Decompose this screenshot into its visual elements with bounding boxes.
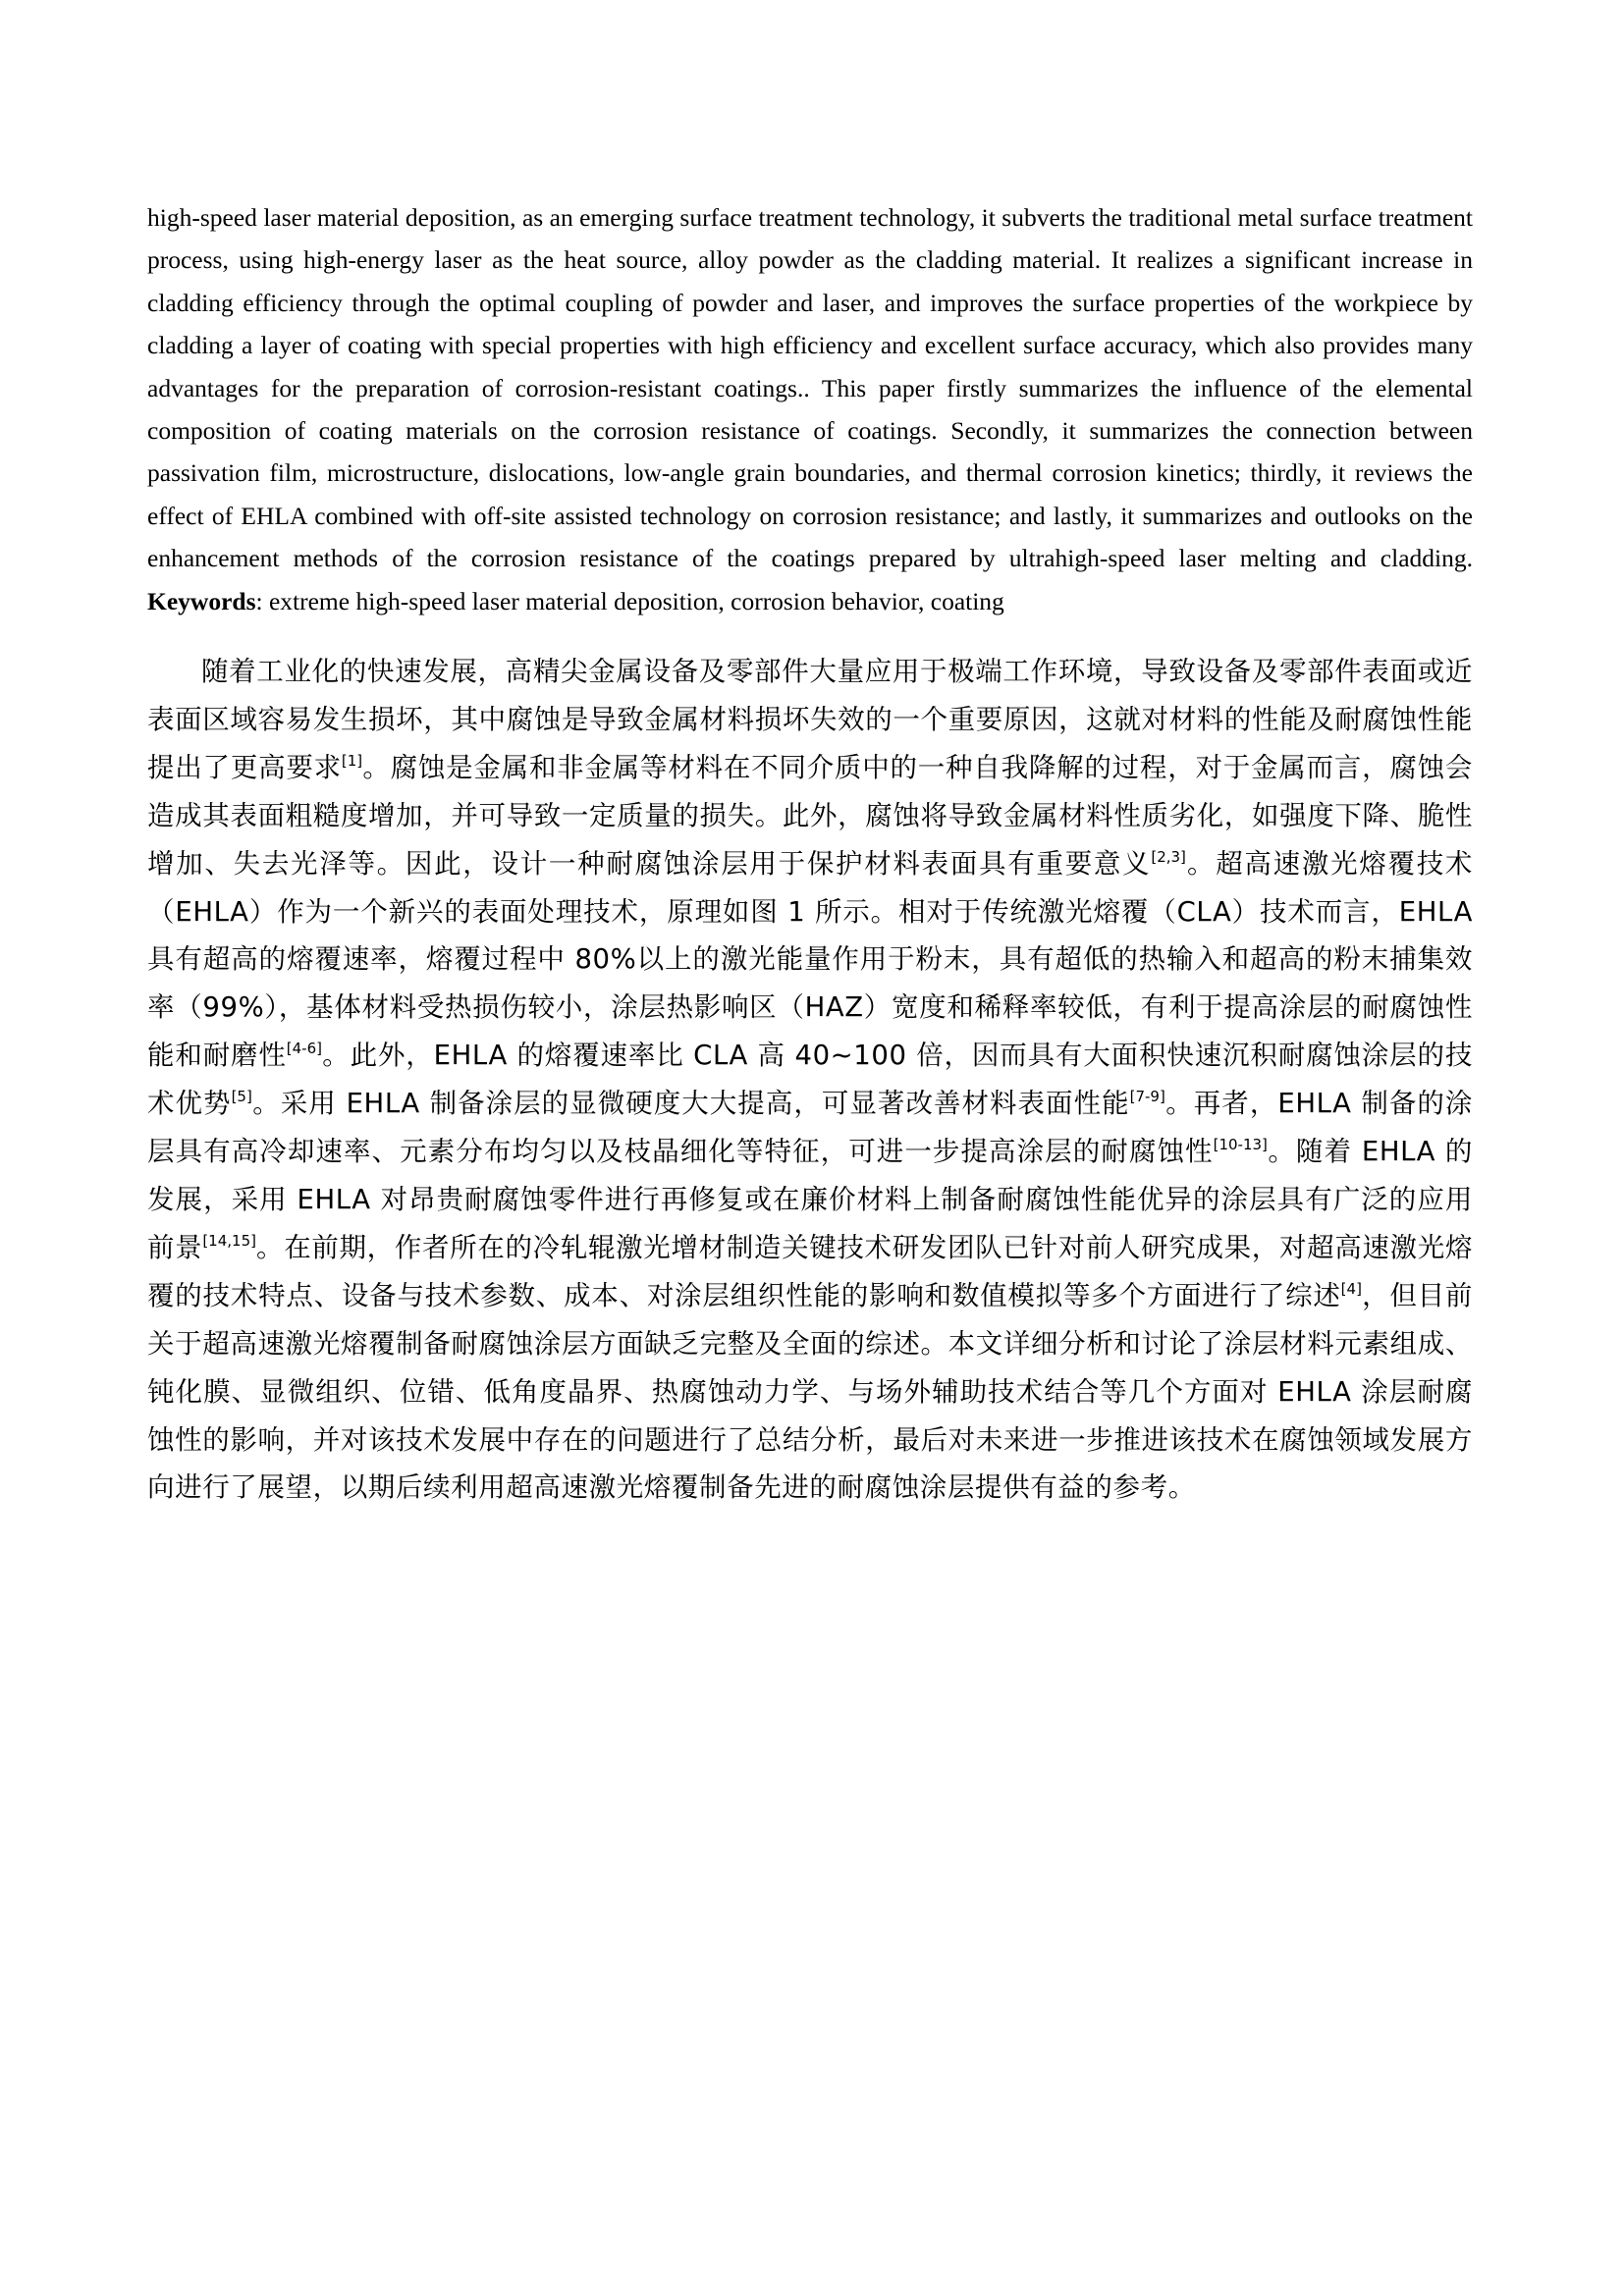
citation: [14,15]: [202, 1231, 256, 1250]
body-text: 随着工业化的快速发展，高精尖金属设备及零部件大量应用于极端工作环境，导致设备及零部件表面或近表面区域容易发生损坏，其中腐蚀是导致金属材料损坏失效的一个重要原因，这就对材料的性能及耐腐蚀性能提出了更高要求: [147, 656, 1473, 783]
body-text: 。采用 EHLA 制备涂层的显微硬度大大提高，可显著改善材料表面性能: [251, 1088, 1130, 1120]
body-text: ，但目前关于超高速激光熔覆制备耐腐蚀涂层方面缺乏完整及全面的综述。本文详细分析和讨论了涂层材料元素组成、钝化膜、显微组织、位错、低角度晶界、热腐蚀动力学、与场外辅助技术结合等几个方面对 EHLA 涂层耐腐蚀性的影响，并对该技术发展中存在的问题进行了总结分析，最后对未来进一步推进该技术在腐蚀领域发展方向进行了展望，以期后续利用超高速激光熔覆制备先进的耐腐蚀涂层提供有益的参考。: [147, 1279, 1474, 1504]
citation: [5]: [231, 1088, 252, 1106]
abstract-text: high-speed laser material deposition, as an emerging surface treatment technology, it subverts the traditional metal surface treatment process, using high-energy laser as the heat source, alloy powder as the cladding material. It realizes a significant increase in cladding efficiency through the optimal coupling of powder and laser, and improves the surface properties of the workpiece by cladding a layer of coating with special properties with high efficiency and excellent surface accuracy, which also provides many advantages for the preparation of corrosion-resistant coatings.. This paper firstly summarizes the influence of the elemental composition of coating materials on the corrosion resistance of coatings. Secondly, it summarizes the connection between passivation film, microstructure, dislocations, low-angle grain boundaries, and thermal corrosion kinetics; thirdly, it reviews the effect of EHLA combined with off-site assisted technology on corrosion resistance; and lastly, it summarizes and outlooks on the enhancement methods of the corrosion resistance of the coatings prepared by ultrahigh-speed laser melting and cladding.: [147, 203, 1473, 573]
body-text: 。随着 EHLA 的发展，采用 EHLA 对昂贵耐腐蚀零件进行再修复或在廉价材料上制备耐腐蚀性能优异的涂层具有广泛的应用前景: [147, 1136, 1474, 1263]
keywords-label: Keywords: [147, 586, 256, 615]
body-text: 。此外，EHLA 的熔覆速率比 CLA 高 40~100 倍，因而具有大面积快速沉积耐腐蚀涂层的技术优势: [147, 1040, 1473, 1120]
body-text: 。在前期，作者所在的冷轧辊激光增材制造关键技术研发团队已针对前人研究成果，对超高速激光熔覆的技术特点、设备与技术参数、成本、对涂层组织性能的影响和数值模拟等多个方面进行了综述: [147, 1231, 1473, 1311]
citation: [4]: [1340, 1279, 1362, 1298]
citation: [10-13]: [1213, 1136, 1268, 1154]
abstract-paragraph: [147, 196, 1473, 622]
body-text: 。超高速激光熔覆技术（EHLA）作为一个新兴的表面处理技术，原理如图 1 所示。相对于传统激光熔覆（CLA）技术而言，EHLA 具有超高的熔覆速率，熔覆过程中 80%以上的激光能量作用于粉末，具有超低的热输入和超高的粉末捕集效率（99%），基体材料受热损伤较小，涂层热影响区（HAZ）宽度和稀释率较低，有利于提高涂层的耐腐蚀性能和耐磨性: [147, 847, 1474, 1072]
citation: [4-6]: [286, 1040, 322, 1058]
introduction-paragraph: [147, 648, 1473, 1512]
citation: [1]: [341, 751, 363, 770]
body-text: 。再者，EHLA 制备的涂层具有高冷却速率、元素分布均匀以及枝晶细化等特征，可进一步提高涂层的耐腐蚀性: [147, 1088, 1474, 1168]
body-text: 。腐蚀是金属和非金属等材料在不同介质中的一种自我降解的过程，对于金属而言，腐蚀会造成其表面粗糙度增加，并可导致一定质量的损失。此外，腐蚀将导致金属材料性质劣化，如强度下降、脆性增加、失去光泽等。因此，设计一种耐腐蚀涂层用于保护材料表面具有重要意义: [147, 751, 1474, 880]
citation: [7-9]: [1129, 1088, 1165, 1106]
keywords-text: : extreme high-speed laser material deposition, corrosion behavior, coating: [255, 586, 1004, 615]
citation: [2,3]: [1151, 847, 1186, 866]
